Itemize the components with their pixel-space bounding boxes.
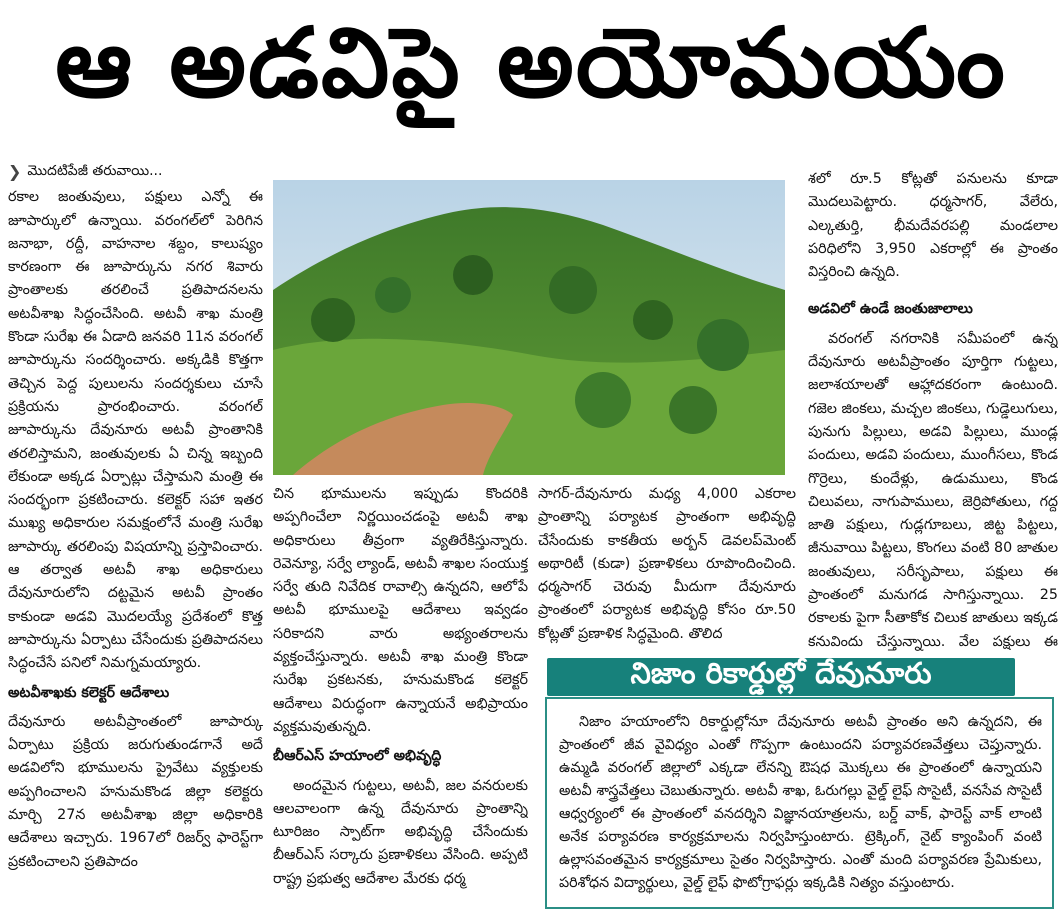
column-4 [808,168,1058,653]
sidebar-paragraph: నిజాం హయాంలోని రికార్డుల్లోనూ దేవునూరు అటవీ ప్రాంతం అని ఉన్నదని, ఈ ప్రాంతంలో జీవ వైవిధ్యం ఎంతో గొప్పగా ఉంటుందని పర్యావరణవేత్తలు చెప్తున్నారు. ఉమ్మడి వరంగల్ జిల్లాలో ఎక్కడా లేనన్ని ఔషధ మొక్కలు ఈ ప్రాంతంలో ఉన్నాయని అటవీ శాస్త్రవేత్తలు చెబుతున్నారు. అటవీ శాఖ, ఓరుగల్లు వైల్డ్ లైఫ్ సొసైటీ, వనసేవ సొసైటీ ఆధ్వర్యంలో ఈ ప్రాంతంలో వనదర్శిని విజ్ఞానయాత్రలను, బర్డ్ వాక్, ఫారెస్ట్ వాక్ లాంటి అనేక పర్యావరణ కార్యక్రమాలను నిర్వహిస్తుంటారు. ట్రెక్కింగ్, నైట్ క్యాంపింగ్ వంటి ఉల్లాసవంతమైన కార్యక్రమాలు సైతం నిర్వహిస్తారు. ఎంతో మంది పర్యావరణ ప్రేమికులు, పరిశోధన విద్యార్థులు, వైల్డ్ లైఫ్ ఫొటోగ్రాఫర్లు ఇక్కడికి నిత్యం వస్తుంటారు. [559,714,1042,891]
sidebar-box [545,697,1054,909]
subheading: బీఆర్‌ఎస్ హయాంలో అభివృద్ధి [273,748,442,765]
article-paragraph: సాగర్-దేవునూరు మధ్య 4,000 ఎకరాల ప్రాంతాన్ని పర్యాటక ప్రాంతంగా అభివృద్ధి చేసేందుకు కాకతీయ అర్బన్ డెవలప్‌మెంట్ అథారిటీ (కుడా) ప్రణాళికలు రూపొందించింది. ధర్మసాగర్ చెరువు మీదుగా దేవునూరు ప్రాంతంలో పర్యాటక అభివృద్ధి కోసం రూ.50 కోట్లతో ప్రణాళిక సిద్ధమైంది. తొలిద [538,486,796,642]
article-paragraph: దేవునూరు అటవీప్రాంతంలో జూపార్కు ఏర్పాటు ప్రక్రియ జరుగుతుండగానే అదే అడవిలోని భూములను ప్రైవేటు వ్యక్తులకు అప్పగించాలని హనుమకొండ జిల్లా కలెక్టరు మార్చి 27న అటవీశాఖ జిల్లా అధికారికి ఆదేశాలు ఇచ్చారు. 1967లో రిజర్వ్ ఫారెస్ట్‌గా ప్రకటించాలని ప్రతిపాదం [8,713,263,870]
column-1 [8,160,263,910]
article-paragraph: వరంగల్ నగరానికి సమీపంలో ఉన్న దేవునూరు అటవీప్రాంతం పూర్తిగా గుట్టలు, జలాశయాలతో ఆహ్లాదకరంగా ఉంటుంది. గజెల జింకలు, మచ్చల జింకలు, గుడ్డెలుగులు, పునుగు పిల్లులు, అడవి పిల్లులు, ముండ్ల పందులు, అడవి పందులు, ముంగీసలు, కొండ గొర్రెలు, కుందేళ్లు, ఉడుములు, కొండ చిలువలు, నాగుపాములు, జెర్రిపోతులు, గద్ద జాతి పక్షులు, గుడ్లగూబలు, జిట్ట పిట్టలు, జీనువాయి పిట్టలు, కొంగలు వంటి 80 జాతుల జంతువులు, సరీసృపాలు, పక్షులు ఈ ప్రాంతంలో మనుగడ సాగిస్తున్నాయి. 25 రకాలకు పైగా సీతాకోక చిలుక జాతులు ఇక్కడ కనువిందు చేస్తున్నాయి. వేల పక్షులు ఈ [808,330,1058,650]
continued-from-front-page [8,160,263,183]
headline: ఆ అడవిపై అయోమయం [55,7,1007,119]
article-paragraph: రకాల జంతువులు, పక్షులు ఎన్నో ఈ జూపార్కులో ఉన్నాయి. వరంగల్‌లో పెరిగిన జనాభా, రద్దీ, వాహనాల శబ్దం, కాలుష్యం కారణంగా ఈ జూపార్కును నగర శివారు ప్రాంతాలకు తరలించే ప్రతిపాదనలను అటవీశాఖ సిద్ధంచేసింది. అటవీ శాఖ మంత్రి కొండా సురేఖ ఈ ఏడాది జనవరి 11న వరంగల్ జూపార్కును సందర్శించారు. అక్కడికి కొత్తగా తెచ్చిన పెద్ద పులులను సందర్శకులు చూసే ప్రక్రియను ప్రారంభించారు. వరంగల్ జూపార్కును దేవునూరు అటవీ ప్రాంతానికి తరలిస్తామని, జంతువులకు ఏ చిన్న ఇబ్బంది లేకుండా అక్కడ ఏర్పాట్లు చేస్తామని మంత్రి ఈ సందర్భంగా ప్రకటించారు. కలెక్టర్ సహా ఇతర ముఖ్య అధికారుల సమక్షంలోనే మంత్రి సురేఖ జూపార్కు తరలింపు విషయాన్ని ప్రస్తావించారు. ఆ తర్వాత అటవీ శాఖ అధికారులు దేవునూరులోని దట్టమైన అటవీ ప్రాంతం కాకుండా అడవి మొదలయ్యే ప్రదేశంలో కొత్త జూపార్కును ఏర్పాటు చేసేందుకు ప్రతిపాదనలు సిద్ధంచేసే పనిలో నిమగ్నమయ్యారు. [8,189,263,672]
chevron-right-icon: ❯ [8,162,22,181]
jump-label: మొదటిపేజీ తరువాయి... [27,163,163,179]
article-paragraph: శలో రూ.5 కోట్లతో పనులను కూడా మొదలుపెట్టారు. ధర్మసాగర్, వేలేరు, ఎల్కతుర్తి, భీమదేవరపల్లి మండలాల పరిధిలోని 3,950 ఎకరాల్లో ఈ ప్రాంతం విస్తరించి ఉన్నది. [808,171,1058,281]
subheading: అటవీశాఖకు కలెక్టర్ ఆదేశాలు [8,684,170,701]
column-3 [538,483,796,653]
column-2 [273,483,528,908]
sidebar-title-banner: నిజాం రికార్డుల్లో దేవునూరు [547,658,1015,696]
subheading: అడవిలో ఉండే జంతుజాలాలు [808,301,973,318]
article-paragraph: చిన భూములను ఇప్పుడు కొందరికి అప్పగించేలా నిర్ణయించడంపై అటవీ శాఖ అధికారులు తీవ్రంగా వ్యతిరేకిస్తున్నారు. రెవెన్యూ, సర్వే ల్యాండ్, అటవీ శాఖల సంయుక్త సర్వే తుది నివేదిక రావాల్సి ఉన్నదని, ఆలోపే అటవీ భూములపై ఆదేశాలు ఇవ్వడం సరికాదని వారు అభ్యంతరాలను వ్యక్తంచేస్తున్నారు. అటవీ శాఖ మంత్రి కొండా సురేఖ ప్రకటనకు, హనుమకొండ కలెక్టర్ ఆదేశాలు విరుద్ధంగా ఉన్నాయనే అభిప్రాయం వ్యక్తమవుతున్నది. [273,486,528,735]
article-paragraph: అందమైన గుట్టలు, అటవీ, జల వనరులకు ఆలవాలంగా ఉన్న దేవునూరు ప్రాంతాన్ని టూరిజం స్పాట్‌గా అభివృద్ధి చేసేందుకు బీఆర్‌ఎస్ సర్కారు ప్రణాళికలు వేసింది. అప్పటి రాష్ట్ర ప్రభుత్వ ఆదేశాల మేరకు ధర్మ [273,777,528,887]
forest-hill-photo [273,180,785,475]
